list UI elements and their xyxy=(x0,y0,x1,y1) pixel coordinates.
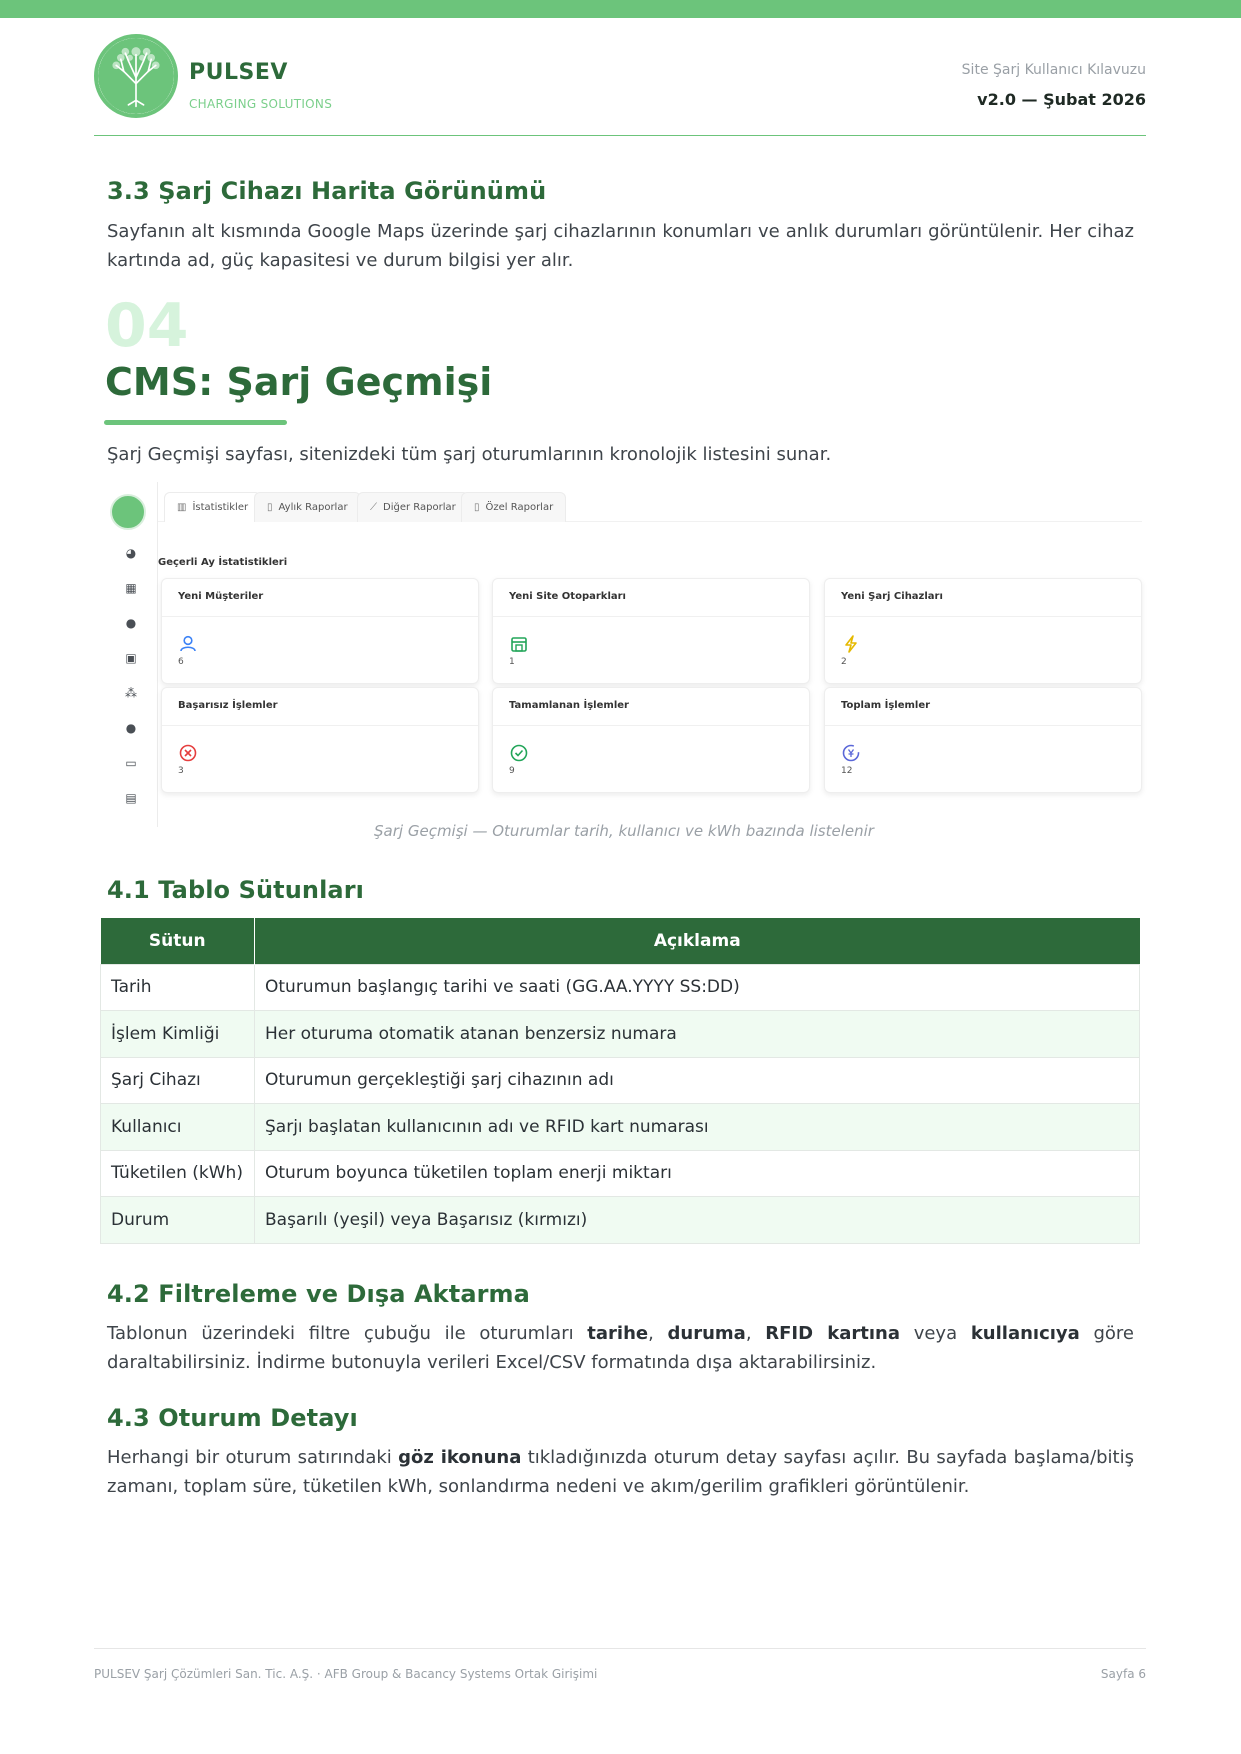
chapter-number: 04 xyxy=(105,291,189,361)
users-group-icon: ⁂ xyxy=(125,686,137,700)
pulsev-logo-tree-icon xyxy=(94,34,178,118)
section-3-3 xyxy=(107,177,1134,205)
section-4-1 xyxy=(107,876,1134,904)
section-paragraph: Herhangi bir oturum satırındaki göz ikonuna tıkladığınızda oturum detay sayfası açılır. Bu sayfada başlama/bitiş zamanı, toplam süre, tüketilen kWh, sonlandırma nedeni ve akım/gerilim grafikleri görüntülenir. xyxy=(107,1447,1134,1497)
section-title: 4.3 Oturum Detayı xyxy=(107,1404,358,1432)
receipt-icon: ▤ xyxy=(125,791,137,805)
document-version: v2.0 — Şubat 2026 xyxy=(977,90,1146,109)
store-icon xyxy=(509,634,529,654)
table-row: Tüketilen (kWh) Oturum boyunca tüketilen toplam enerji miktarı xyxy=(101,1150,1140,1197)
building-icon: ▦ xyxy=(125,581,137,595)
screenshot-logo-icon xyxy=(110,494,146,530)
screenshot-tabs xyxy=(158,488,1142,522)
section-title: 4.2 Filtreleme ve Dışa Aktarma xyxy=(107,1280,530,1308)
top-accent-bar xyxy=(0,0,1241,18)
location-pin-icon: ● xyxy=(125,616,137,630)
page-header xyxy=(94,34,1146,136)
section-paragraph: Tablonun üzerindeki filtre çubuğu ile oturumları tarihe, duruma, RFID kartına veya kullanıcıya göre daraltabilirsiniz. İndirme butonuyla verileri Excel/CSV formatında dışa aktarabilirsiniz. xyxy=(107,1323,1135,1373)
table-header-column: Sütun xyxy=(101,918,255,964)
section-4-3-body xyxy=(107,1443,1134,1501)
document-icon: ▯ xyxy=(267,502,273,513)
stat-card-new-chargers: Yeni Şarj Cihazları 2 xyxy=(824,578,1142,684)
stat-card-total-transactions: Toplam İşlemler 12 xyxy=(824,687,1142,793)
user-icon xyxy=(178,634,198,654)
table-row: Tarih Oturumun başlangıç tarihi ve saati (GG.AA.YYYY SS:DD) xyxy=(101,964,1140,1011)
brand-tagline: CHARGING SOLUTIONS xyxy=(189,97,333,111)
cms-screenshot xyxy=(106,482,1142,827)
screenshot-section-title: Geçerli Ay İstatistikleri xyxy=(158,557,288,568)
table-row: Şarj Cihazı Oturumun gerçekleştiği şarj cihazının adı xyxy=(101,1057,1140,1104)
footer-divider xyxy=(94,1648,1146,1649)
tab-statistics[interactable]: ▥ İstatistikler xyxy=(164,492,261,522)
brand-name: PULSEV xyxy=(189,60,288,85)
footer-company: PULSEV Şarj Çözümleri San. Tic. A.Ş. · AFB Group & Bacancy Systems Ortak Girişimi xyxy=(94,1667,598,1681)
line-chart-icon: ⟋ xyxy=(370,502,377,513)
table-header-description: Açıklama xyxy=(255,918,1140,964)
section-3-3-body xyxy=(107,217,1134,275)
credit-card-icon: ▭ xyxy=(125,756,137,770)
page-number: Sayfa 6 xyxy=(1100,1667,1146,1681)
tab-custom-reports[interactable]: ▯ Özel Raporlar xyxy=(461,492,566,522)
document-title: Site Şarj Kullanıcı Kılavuzu xyxy=(961,62,1146,78)
yen-refresh-icon xyxy=(841,743,861,763)
section-4-2 xyxy=(107,1280,1134,1308)
columns-table xyxy=(100,918,1140,1244)
table-row: Kullanıcı Şarjı başlatan kullanıcının adı ve RFID kart numarası xyxy=(101,1104,1140,1151)
x-circle-icon xyxy=(178,743,198,763)
bar-chart-icon: ▥ xyxy=(177,502,187,513)
table-row: Durum Başarılı (yeşil) veya Başarısız (kırmızı) xyxy=(101,1197,1140,1244)
section-title: 4.1 Tablo Sütunları xyxy=(107,876,364,904)
check-circle-icon xyxy=(509,743,529,763)
stat-card-new-customers: Yeni Müşteriler 6 xyxy=(161,578,479,684)
chapter-underline xyxy=(104,420,287,425)
chapter-title: CMS: Şarj Geçmişi xyxy=(105,360,493,404)
charging-station-icon: ▣ xyxy=(125,651,137,665)
user-icon: ● xyxy=(125,721,137,735)
chapter-intro xyxy=(107,440,1134,469)
chapter-intro-text: Şarj Geçmişi sayfası, sitenizdeki tüm şarj oturumlarının kronolojik listesini sunar. xyxy=(107,444,832,465)
tab-other-reports[interactable]: ⟋ Diğer Raporlar xyxy=(357,492,469,522)
stat-card-new-site-parkings: Yeni Site Otoparkları 1 xyxy=(492,578,810,684)
document-icon: ▯ xyxy=(474,502,480,513)
tab-monthly-reports[interactable]: ▯ Aylık Raporlar xyxy=(254,492,361,522)
section-4-3 xyxy=(107,1404,1134,1432)
section-title: 3.3 Şarj Cihazı Harita Görünümü xyxy=(107,177,547,205)
screenshot-sidebar xyxy=(106,482,158,827)
screenshot-caption: Şarj Geçmişi — Oturumlar tarih, kullanıcı ve kWh bazında listelenir xyxy=(374,822,874,840)
section-4-2-body xyxy=(107,1319,1134,1377)
stat-card-completed-transactions: Tamamlanan İşlemler 9 xyxy=(492,687,810,793)
lightning-icon xyxy=(841,634,861,654)
table-row: İşlem Kimliği Her oturuma otomatik atanan benzersiz numara xyxy=(101,1011,1140,1058)
pie-chart-icon: ◕ xyxy=(125,546,137,560)
stat-card-failed-transactions: Başarısız İşlemler 3 xyxy=(161,687,479,793)
section-paragraph: Sayfanın alt kısmında Google Maps üzerinde şarj cihazlarının konumları ve anlık durumları görüntülenir. Her cihaz kartında ad, güç kapasitesi ve durum bilgisi yer alır. xyxy=(107,221,1134,271)
